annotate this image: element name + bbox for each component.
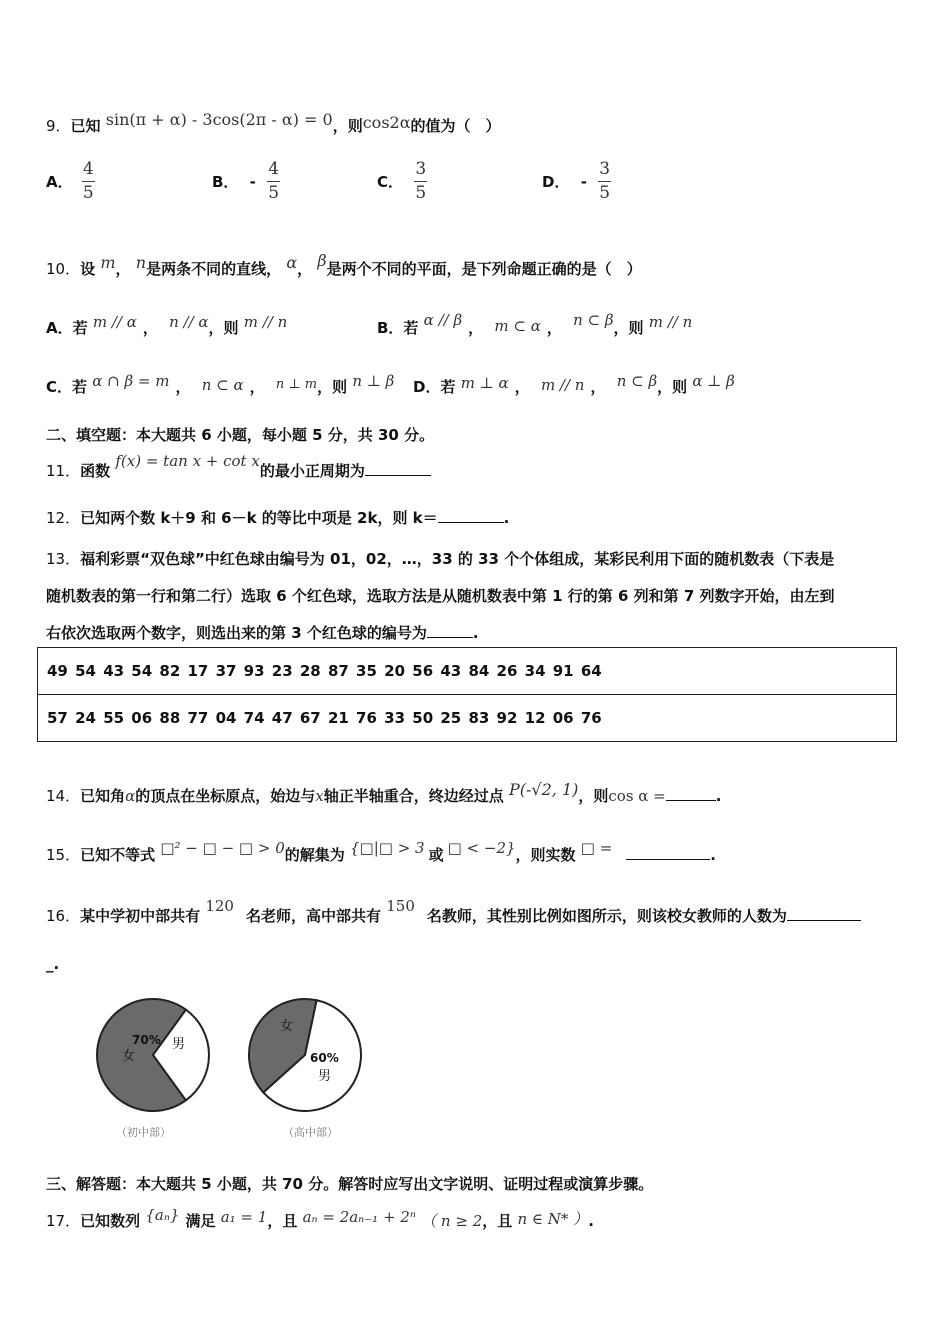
math-expression: m ⊥ α: [460, 374, 509, 392]
math-var: x: [315, 787, 324, 805]
option-label: A．: [46, 173, 73, 191]
math-expression: □ =: [580, 839, 613, 857]
math-expression: {aₙ}: [145, 1206, 180, 1224]
question-text: 随机数表的第一行和第二行）选取 6 个红色球，选取方法是从随机数表中第 1 行的第 6 列和第 7 列数字开始，由左到: [46, 587, 835, 605]
math-expression: f(x) = tan x + cot x: [115, 452, 260, 470]
numerator: 3: [415, 159, 427, 179]
math-expression: □² − □ − □ > 0: [160, 839, 285, 857]
female-label: 女: [122, 1049, 136, 1064]
answer-blank[interactable]: [365, 461, 431, 476]
fraction: [82, 160, 95, 203]
question-text: 是两个不同的平面，是下列命题正确的是（ ）: [326, 260, 642, 278]
question-16: [46, 897, 861, 926]
denominator: 5: [82, 183, 94, 203]
math-expression: n ⊂ β: [573, 311, 614, 329]
question-text: ，则: [208, 319, 239, 337]
question-text: ，则: [317, 378, 348, 396]
question-text: 已知: [70, 117, 101, 135]
math-expression: {□|□ > 3: [349, 839, 425, 857]
answer-blank[interactable]: [626, 845, 710, 860]
question-14: [46, 780, 722, 806]
question-number: 15．: [46, 846, 81, 864]
option-label: B．若: [377, 319, 419, 337]
question-10: [46, 251, 642, 279]
math-expression: n ⊥ β: [352, 372, 395, 390]
question-number: 14．: [46, 787, 81, 805]
math-var: n: [135, 253, 147, 272]
math-expression: m // n: [243, 313, 288, 331]
question-text: 右依次选取两个数字，则选出来的第 3 个红色球的编号为: [46, 624, 427, 642]
math-expression: a₁ = 1: [220, 1208, 268, 1226]
question-number: 12．: [46, 509, 81, 527]
math-expression: n ⊂ α: [201, 376, 244, 394]
math-expression: α ∩ β = m: [92, 372, 170, 390]
question-number: 9．: [46, 117, 71, 135]
option-d[interactable]: [542, 160, 611, 203]
numerator: 4: [268, 159, 280, 179]
answer-blank[interactable]: [427, 623, 473, 638]
question-12: [46, 507, 509, 528]
denominator: 5: [415, 183, 427, 203]
question-text: 的解集为: [284, 846, 345, 864]
question-text: 的最小正周期为: [259, 462, 365, 480]
question-13: [46, 541, 835, 652]
question-text: ，: [590, 378, 606, 396]
option-label: A．若: [46, 319, 88, 337]
option-b[interactable]: [377, 311, 693, 338]
math-expression: aₙ = 2aₙ₋₁ + 2ⁿ: [302, 1208, 416, 1226]
section-heading: 三、解答题：本大题共 5 小题，共 70 分。解答时应写出文字说明、证明过程或演算步骤。: [46, 1175, 654, 1193]
math-expression: （ n ≥ 2: [421, 1212, 483, 1230]
math-expression: α // β: [423, 311, 463, 329]
chart-caption: （初中部）: [116, 1126, 171, 1139]
pie-junior: [97, 999, 209, 1139]
math-expression: m ⊂ α: [494, 317, 541, 335]
question-number: 17．: [46, 1212, 81, 1230]
math-number: 120: [205, 897, 234, 915]
math-expression: cos α =: [608, 787, 666, 805]
question-text: ，则: [578, 787, 609, 805]
question-text: 或: [428, 846, 444, 864]
question-text: 福利彩票“双色球”中红色球由编号为 01，02，…，33 的 33 个个体组成，某彩民利用下面的随机数表（下表是: [80, 550, 835, 568]
question-text: 名老师，高中部共有: [245, 907, 381, 925]
option-d[interactable]: [413, 372, 735, 397]
question-number: 11．: [46, 462, 81, 480]
question-text: 设: [80, 260, 96, 278]
female-pct-label: 70%: [132, 1033, 161, 1047]
table-row: [38, 695, 897, 742]
option-a[interactable]: [46, 160, 95, 203]
question-text: 名教师，其性别比例如图所示，则该校女教师的人数为: [426, 907, 787, 925]
question-11: [46, 452, 431, 481]
question-text: ，则实数: [515, 846, 576, 864]
option-label: D．: [542, 173, 570, 191]
question-text: ，: [514, 378, 530, 396]
question-text: ，: [249, 378, 265, 396]
option-b[interactable]: [212, 160, 280, 203]
answer-blank[interactable]: [666, 786, 716, 801]
answer-blank[interactable]: [787, 906, 861, 921]
math-expression: □ < −2}: [447, 839, 516, 857]
question-text: ，且: [482, 1212, 513, 1230]
math-expression: m // α: [92, 313, 137, 331]
question-text: ，: [175, 378, 191, 396]
question-text: .: [472, 624, 479, 642]
question-text: 已知角: [80, 787, 126, 805]
question-text: ，: [115, 260, 131, 278]
option-c[interactable]: [377, 160, 427, 203]
fraction: [598, 160, 611, 203]
minus-sign: -: [249, 172, 256, 191]
math-var: α: [125, 787, 136, 805]
option-label: D．若: [413, 378, 456, 396]
math-expression: sin(π + α) - 3cos(2π - α) = 0: [105, 110, 333, 129]
denominator: 5: [599, 183, 611, 203]
question-text: 是两条不同的直线，: [146, 260, 282, 278]
option-c[interactable]: [46, 372, 395, 397]
table-cell: 57 24 55 06 88 77 04 74 47 67 21 76 33 50 25 83 92 12 06 76: [38, 695, 897, 742]
question-text: ，则: [657, 378, 688, 396]
question-text: ，: [468, 319, 484, 337]
male-label: 男: [318, 1069, 332, 1084]
question-text: 已知数列: [80, 1212, 141, 1230]
math-expression: n // α: [169, 313, 209, 331]
chart-caption: （高中部）: [283, 1126, 338, 1139]
numerator: 4: [82, 159, 94, 179]
numerator: 3: [599, 159, 611, 179]
male-pct-label: 60%: [310, 1051, 339, 1065]
question-text: ，且: [267, 1212, 298, 1230]
question-text: ，则: [613, 319, 644, 337]
question-number: 10．: [46, 260, 81, 278]
question-text: 函数: [80, 462, 111, 480]
table-cell: 49 54 43 54 82 17 37 93 23 28 87 35 20 56 43 84 26 34 91 64: [38, 648, 897, 695]
math-number: 150: [386, 897, 415, 915]
option-label: C．: [377, 173, 404, 191]
question-text: 的值为（ ）: [410, 117, 501, 135]
question-text: ，: [297, 260, 313, 278]
denominator: 5: [268, 183, 280, 203]
answer-blank-tail: _.: [46, 955, 60, 973]
pie-charts-figure: [80, 990, 380, 1150]
pie-senior: [249, 999, 361, 1139]
question-text: 已知两个数 k＋9 和 6－k 的等比中项是 2k，则 k＝: [80, 509, 438, 527]
question-text: .: [715, 787, 722, 805]
option-a[interactable]: [46, 313, 288, 338]
female-label: 女: [280, 1019, 294, 1034]
math-expression: n ∈ N* ）: [517, 1210, 589, 1228]
fraction: [414, 160, 427, 203]
question-text: ，: [142, 319, 158, 337]
question-text: ，: [546, 319, 562, 337]
question-text: 已知不等式: [80, 846, 156, 864]
section-heading: 二、填空题：本大题共 6 小题，每小题 5 分，共 30 分。: [46, 426, 435, 444]
math-expression: m // n: [648, 313, 693, 331]
question-text: .: [588, 1212, 594, 1230]
minus-sign: -: [580, 172, 587, 191]
question-9: [46, 110, 501, 136]
question-text: 的顶点在坐标原点，始边与: [135, 787, 316, 805]
math-expression: cos2α: [362, 113, 411, 132]
math-expression: n ⊂ β: [616, 372, 658, 390]
option-label: C．若: [46, 378, 88, 396]
question-number: 13．: [46, 550, 81, 568]
option-label: B．: [212, 173, 239, 191]
math-var: α: [286, 253, 298, 272]
math-expression: P(-√2, 1): [508, 780, 579, 799]
math-expression: m // n: [540, 376, 585, 394]
question-text: 某中学初中部共有: [80, 907, 201, 925]
question-text: .: [503, 509, 510, 527]
question-number: 16．: [46, 907, 81, 925]
answer-blank[interactable]: [438, 508, 504, 523]
question-text: .: [710, 846, 716, 864]
random-number-table: [37, 647, 897, 742]
male-label: 男: [172, 1037, 186, 1052]
math-var: m: [100, 253, 116, 272]
question-text: 轴正半轴重合，终边经过点: [323, 787, 504, 805]
question-text: 满足: [185, 1212, 216, 1230]
math-var: β: [317, 251, 327, 270]
math-expression: α ⊥ β: [692, 372, 735, 390]
question-15: [46, 839, 716, 865]
question-text: ，则: [332, 117, 363, 135]
fraction: [267, 160, 280, 203]
question-17: [46, 1206, 594, 1231]
table-row: [38, 648, 897, 695]
math-expression: n ⊥ m: [275, 377, 318, 392]
